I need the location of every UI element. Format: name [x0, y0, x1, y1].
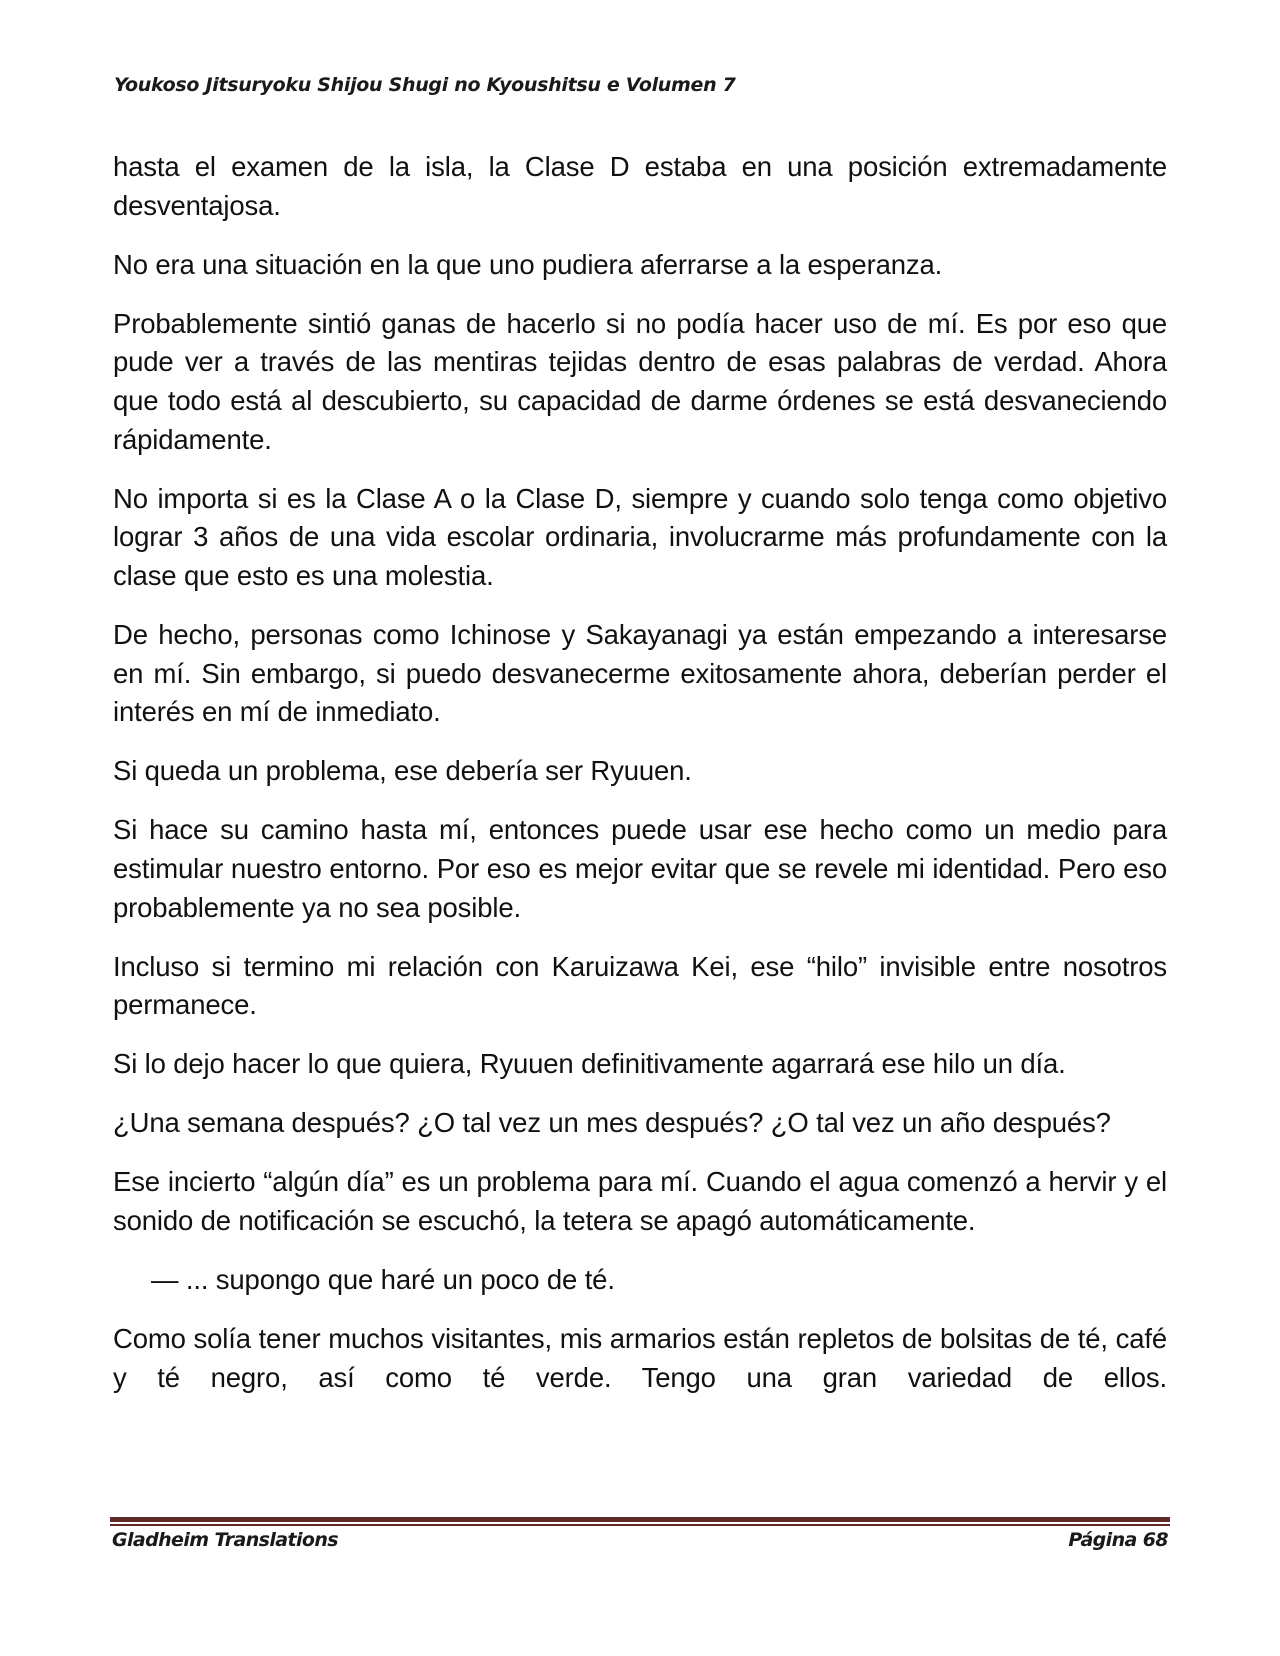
page-number: Página 68 — [1068, 1529, 1168, 1551]
running-header: Youkoso Jitsuryoku Shijou Shugi no Kyoushitsu e Volumen 7 — [114, 74, 736, 96]
paragraph: De hecho, personas como Ichinose y Sakayanagi ya están empezando a interesarse en mí. Sin embargo, si puedo desvanecerme exitosamente ahora, deberían perder el interés en mí de inmediato. — [113, 618, 1167, 728]
paragraph: Como solía tener muchos visitantes, mis armarios están repletos de bolsitas de té, café y té negro, así como té verde. Tengo una gran variedad de ellos. — [113, 1323, 1167, 1393]
paragraph: Si lo dejo hacer lo que quiera, Ryuuen definitivamente agarrará ese hilo un día. — [113, 1048, 1066, 1080]
dialogue-line: — ... supongo que haré un poco de té. — [151, 1264, 615, 1296]
footer-rule-thin — [110, 1524, 1170, 1526]
paragraph: Si hace su camino hasta mí, entonces puede usar ese hecho como un medio para estimular nuestro entorno. Por eso es mejor evitar que se revele mi identidad. Pero eso probablemente ya no sea posible. — [113, 814, 1167, 923]
paragraph: hasta el examen de la isla, la Clase D estaba en una posición extremadamente desventajosa. — [113, 151, 1167, 221]
paragraph: No era una situación en la que uno pudiera aferrarse a la esperanza. — [113, 248, 943, 280]
paragraph: Incluso si termino mi relación con Karuizawa Kei, ese “hilo” invisible entre nosotros permanece. — [113, 950, 1167, 1021]
footer-rule-thick — [110, 1517, 1170, 1522]
paragraph: Si queda un problema, ese debería ser Ryuuen. — [113, 755, 692, 787]
paragraph: Probablemente sintió ganas de hacerlo si no podía hacer uso de mí. Es por eso que pude ver a través de las mentiras tejidas dentro de esas palabras de verdad. Ahora que todo está al descubierto, su capacidad de darme órdenes se está desvaneciendo rápidamente. — [113, 307, 1167, 455]
paragraph: No importa si es la Clase A o la Clase D, siempre y cuando solo tenga como objetivo lograr 3 años de una vida escolar ordinaria, involucrarme más profundamente con la clase que esto es una molestia. — [113, 482, 1167, 591]
page-body — [113, 148, 1167, 1397]
footer-translator-credit: Gladheim Translations — [112, 1529, 338, 1551]
paragraph: ¿Una semana después? ¿O tal vez un mes después? ¿O tal vez un año después? — [113, 1107, 1111, 1139]
paragraph: Ese incierto “algún día” es un problema para mí. Cuando el agua comenzó a hervir y el sonido de notificación se escuchó, la tetera se apagó automáticamente. — [113, 1166, 1167, 1237]
